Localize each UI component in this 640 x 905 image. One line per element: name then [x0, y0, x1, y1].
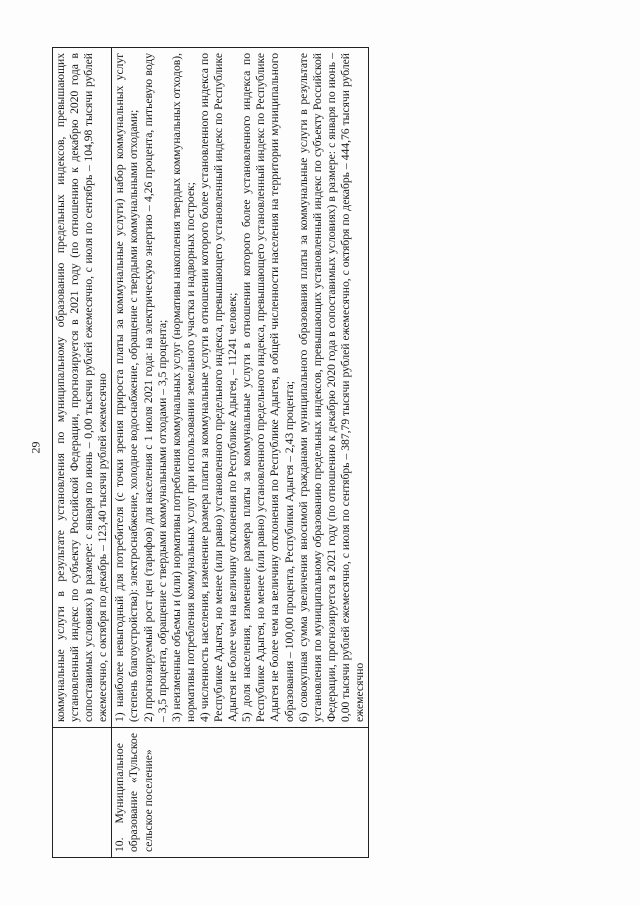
- condition-paragraph: коммунальные услуги в результате установления по муниципальному образованию предельных индексов, превышающих установленный индекс по субъекту Российской Федерации, прогнозируется в 2021 году (по отношению к декабрю 2020 года в сопоставимых условиях) в размере: с января по июнь – 0,00 тысячи рублей ежемесячно, с июля по сентябрь – 104,98 тысячи рублей ежемесячно, с октября по декабрь – 123,40 тысячи рублей ежемесячно: [54, 53, 110, 722]
- row-number: 10.: [113, 837, 127, 852]
- conditions-cell: [112, 48, 369, 728]
- page-number: 29: [28, 441, 43, 454]
- condition-paragraph: 5) доля населения, изменение размера платы за коммунальные услуги в отношении которого более установленного индекса по Республике Адыгея, но менее (или равно) установленного предельного индекса, превышающего установленный индекс по Республике Адыгея не более чем на величину отклонения по Республике Адыгея, в общей численности населения на территории муниципального образования – 100,00 процента, Республики Адыгея – 2,43 процента;: [240, 53, 296, 722]
- municipality-table: [52, 47, 369, 858]
- rotated-page-content: [52, 48, 597, 858]
- municipality-cell: [53, 728, 112, 858]
- condition-paragraph: 6) совокупная сумма увеличения вносимой гражданами муниципального образования платы за коммунальные услуги в результате установления по муниципальному образованию предельных индексов, превышающих установленный индекс по субъекту Российской Федерации, прогнозируется в 2021 году (по отношению к декабрю 2020 года в сопоставимых условиях) в размере: с января по июнь – 0,00 тысячи рублей ежемесячно, с июля по сентябрь – 387,79 тысячи рублей ежемесячно, с октября по декабрь – 444,76 тысячи рублей ежемесячно: [296, 53, 366, 722]
- condition-paragraph: 4) численность населения, изменение размера платы за коммунальные услуги в отношении которого более установленного индекса по Республике Адыгея, но менее (или равно) установленного предельного индекса, превышающего установленный индекс по Республике Адыгея не более чем на величину отклонения по Республике Адыгея, – 11241 человек;: [197, 53, 240, 722]
- table-row-continuation: [53, 48, 112, 858]
- condition-paragraph: 3) неизменные объемы и (или) нормативы потребления коммунальных услуг (нормативы накопления твердых коммунальных отходов), нормативы потребления коммунальных услуг при использовании земельного участка и надворных построек;: [169, 53, 197, 722]
- municipality-name: Муниципальное образование «Тульское сельское поселение»: [113, 733, 155, 852]
- condition-paragraph: 2) прогнозируемый рост цен (тарифов) для населения с 1 июля 2021 года: на электрическую энергию – 4,26 процента, питьевую воду – 3,5 процента, обращение с твердыми коммунальными отходами – 3,5 процента;: [141, 53, 169, 722]
- conditions-cell: [53, 48, 112, 728]
- municipality-cell: [112, 728, 369, 858]
- table-row-tulskoe: [112, 48, 369, 858]
- condition-paragraph: 1) наиболее невыгодный для потребителя (с точки зрения прироста платы за коммунальные услуги) набор коммунальных услуг (степень благоустройства): электроснабжение, холодное водоснабжение, обращение с твердыми коммунальными отходами;: [113, 53, 141, 722]
